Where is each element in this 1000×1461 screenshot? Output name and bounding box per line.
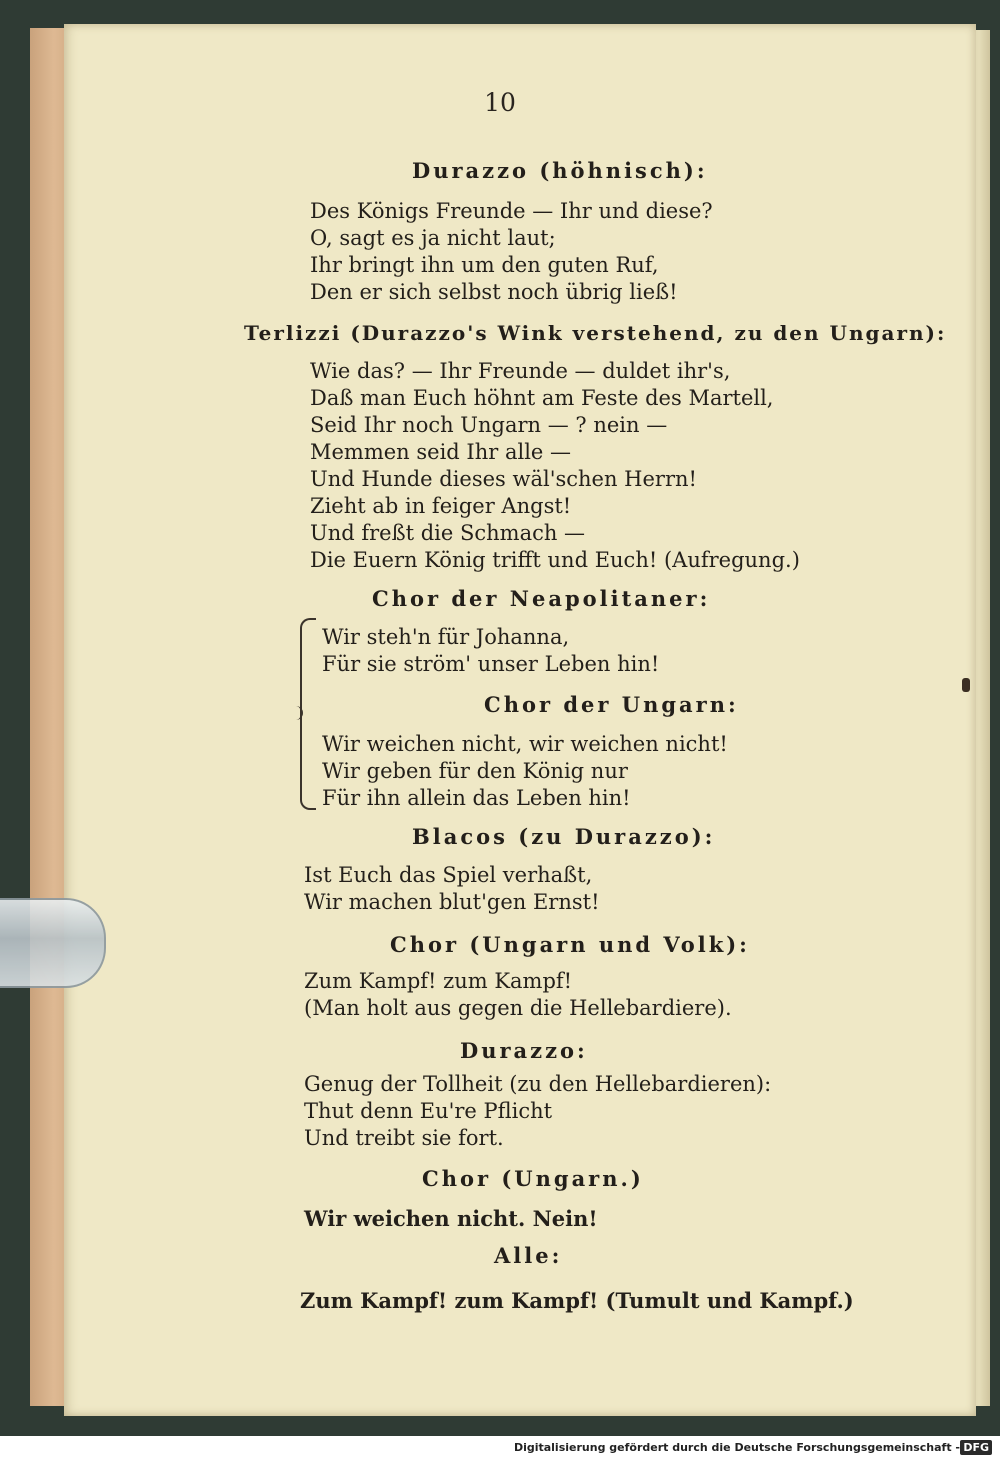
verse-line: Ist Euch das Spiel verhaßt,	[304, 863, 593, 887]
verse-line: Für ihn allein das Leben hin!	[322, 786, 631, 810]
verse-line: Die Euern König trifft und Euch! (Aufregung.)	[310, 548, 800, 572]
verse-line: Daß man Euch höhnt am Feste des Martell,	[310, 386, 774, 410]
verse-line: Wir geben für den König nur	[322, 759, 628, 783]
speaker-line: Chor (Ungarn und Volk):	[390, 932, 750, 957]
dfg-logo: DFG	[960, 1440, 992, 1455]
verse-line: Des Königs Freunde — Ihr und diese?	[310, 199, 713, 223]
digitization-footer	[0, 1436, 1000, 1461]
speaker-line: Durazzo:	[460, 1038, 588, 1063]
verse-line: Und Hunde dieses wäl'schen Herrn!	[310, 467, 697, 491]
speaker-line: Blacos (zu Durazzo):	[412, 824, 716, 849]
scanner-clip	[0, 898, 106, 988]
footer-text: Digitalisierung gefördert durch die Deutsche Forschungsgemeinschaft -	[513, 1441, 960, 1454]
verse-line: Wir steh'n für Johanna,	[322, 625, 570, 649]
speaker-line: Chor der Neapolitaner:	[372, 586, 711, 611]
verse-line: Wir machen blut'gen Ernst!	[304, 890, 600, 914]
speaker-line: Durazzo (höhnisch):	[412, 158, 708, 183]
verse-line: Genug der Tollheit (zu den Hellebardieren):	[304, 1072, 772, 1096]
verse-line: O, sagt es ja nicht laut;	[310, 226, 556, 250]
verse-line: Wir weichen nicht, wir weichen nicht!	[322, 732, 728, 756]
verse-line: Thut denn Eu're Pflicht	[304, 1099, 553, 1123]
verse-line: Wie das? — Ihr Freunde — duldet ihr's,	[310, 359, 731, 383]
verse-line: (Man holt aus gegen die Hellebardiere).	[304, 996, 732, 1020]
verse-line: Und freßt die Schmach —	[310, 521, 586, 545]
verse-line: Memmen seid Ihr alle —	[310, 440, 572, 464]
speaker-line: Terlizzi (Durazzo's Wink verstehend, zu den Ungarn):	[244, 321, 947, 345]
speaker-line: Chor (Ungarn.)	[422, 1166, 644, 1191]
page-number: 10	[484, 88, 516, 117]
verse-line: Und treibt sie fort.	[304, 1126, 504, 1150]
verse-line: Zieht ab in feiger Angst!	[310, 494, 572, 518]
verse-line: Wir weichen nicht. Nein!	[304, 1206, 598, 1231]
page-mark	[962, 678, 970, 692]
verse-line: Seid Ihr noch Ungarn — ? nein —	[310, 413, 668, 437]
verse-line: Zum Kampf! zum Kampf! (Tumult und Kampf.)	[300, 1288, 854, 1313]
verse-line: Den er sich selbst noch übrig ließ!	[310, 280, 678, 304]
speaker-line: Chor der Ungarn:	[484, 692, 739, 717]
verse-line: Ihr bringt ihn um den guten Ruf,	[310, 253, 659, 277]
chorus-brace	[300, 618, 316, 810]
verse-line: Für sie ström' unser Leben hin!	[322, 652, 660, 676]
speaker-line: Alle:	[494, 1243, 563, 1268]
verse-line: Zum Kampf! zum Kampf!	[304, 969, 573, 993]
